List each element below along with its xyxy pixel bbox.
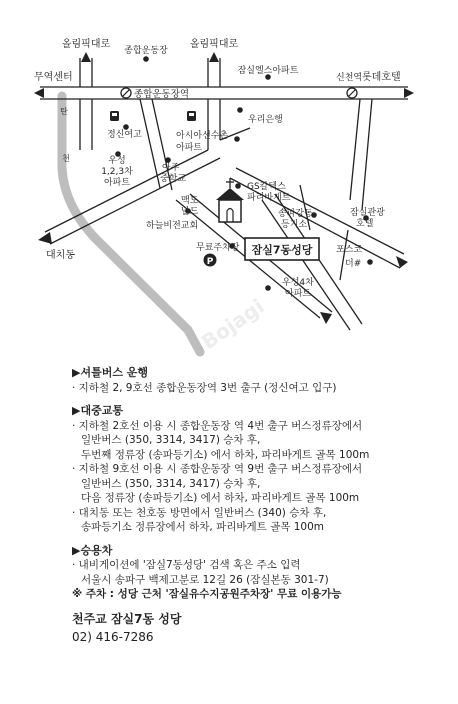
public-line: 일반버스 (350, 3314, 3417) 승차 후, bbox=[81, 477, 261, 490]
public-line: · 지하철 2호선 이용 시 종합운동장 역 4번 출구 버스정류장에서 bbox=[72, 419, 363, 432]
label-jamsil-els: 잠실엘스아파트 bbox=[237, 66, 299, 76]
shuttle-line: · 지하철 2, 9호선 종합운동장역 3번 출구 (정신여고 입구) bbox=[72, 381, 337, 394]
label-posco-2: 더# bbox=[345, 259, 362, 269]
label-gs-1: GS칼텍스 bbox=[247, 182, 286, 192]
public-line: 일반버스 (350, 3314, 3417) 승차 후, bbox=[81, 434, 261, 446]
public-line: · 지하철 9호선 이용 시 종합운동장 역 9번 출구 버스정류장에서 bbox=[72, 463, 363, 475]
label-aju-2: 중학교 bbox=[160, 174, 187, 184]
label-tancheon-2: 천 bbox=[62, 154, 70, 163]
car-title: ▶승용차 bbox=[72, 543, 113, 557]
label-asia-2: 아파트 bbox=[176, 143, 203, 153]
label-ujin-2: 1,2,3차 bbox=[101, 167, 133, 177]
label-woori-bank: 우리은행 bbox=[248, 115, 283, 125]
parking-note: ※ 주차 : 성당 근처 '잠실유수지공원주차장' 무료 이용가능 bbox=[72, 588, 342, 600]
label-jamsil-hall-2: 호텔 bbox=[356, 219, 374, 229]
public-line: 송파등기소 정류장에서 하차, 파리바게트 골목 100m bbox=[81, 521, 325, 533]
church-name: 천주교 잠실7동 성당 bbox=[72, 611, 182, 626]
label-gs-2: 파리바게트 bbox=[247, 193, 291, 203]
olympic-road-left bbox=[80, 58, 92, 150]
label-haneulbit: 하늘비전교회 bbox=[146, 221, 199, 231]
subway-station-icon bbox=[347, 88, 357, 98]
map-labels bbox=[34, 37, 401, 299]
parking-icon bbox=[204, 254, 217, 268]
label-songpa-2: 등기소 bbox=[281, 220, 308, 230]
svg-text:P: P bbox=[206, 257, 214, 267]
label-posco-1: 포스코 bbox=[336, 245, 363, 255]
label-mcd-2: 날드 bbox=[181, 207, 199, 217]
label-jeongsin: 정신여고 bbox=[107, 130, 142, 140]
arrow-up-icon bbox=[81, 52, 91, 62]
label-aju-1: 아주 bbox=[162, 163, 180, 173]
phone-number: 02) 416-7286 bbox=[72, 630, 154, 644]
label-parking: 무료주차장 bbox=[196, 243, 240, 253]
label-olympic-left: 올림픽대로 bbox=[61, 39, 111, 50]
public-line: 다음 정류장 (송파등기소) 에서 하차, 파리바게트 골목 100m bbox=[81, 492, 360, 504]
label-lotte-hotel: 롯데호텔 bbox=[362, 72, 401, 83]
label-stadium-station: 종합운동장역 bbox=[134, 89, 190, 100]
arrow-down-left-icon bbox=[38, 232, 52, 244]
label-daechidong: 대치동 bbox=[46, 250, 75, 261]
label-mcd-1: 맥도 bbox=[181, 196, 199, 206]
label-tancheon-1: 탄 bbox=[60, 107, 68, 116]
bus-stop-icon bbox=[187, 111, 196, 121]
public-title: ▶대중교통 bbox=[72, 404, 123, 417]
label-jamsil-hall-1: 잠실관광 bbox=[350, 208, 385, 218]
label-asia-1: 아시아선수촌 bbox=[176, 131, 229, 141]
label-songpa-1: 송파강동 bbox=[278, 209, 313, 219]
label-olympic-right: 올림픽대로 bbox=[189, 39, 239, 50]
label-ujin4-2: 아파트 bbox=[285, 289, 312, 299]
arrow-right-icon bbox=[404, 88, 414, 98]
bus-stop-icon bbox=[110, 111, 119, 121]
car-line: · 내비게이션에 '잠실7동성당' 검색 혹은 주소 입력 bbox=[72, 559, 301, 571]
label-sincheonyeok: 신천역 bbox=[336, 73, 363, 83]
arrow-left-icon bbox=[34, 88, 44, 98]
arrow-down-icon bbox=[320, 312, 332, 324]
subway-station-icon bbox=[121, 88, 131, 98]
public-line: 두번째 정류장 (송파등기소) 에서 하차, 파리바게트 골목 100m bbox=[81, 448, 370, 461]
arrow-up-icon bbox=[209, 52, 219, 62]
label-church: 잠실7동성당 bbox=[251, 243, 313, 257]
shuttle-title: ▶셔틀버스 운행 bbox=[72, 366, 149, 379]
car-line: 서울시 송파구 백제고분로 12길 26 (잠실본동 301-7) bbox=[81, 573, 329, 586]
label-muyeok-center: 무역센터 bbox=[34, 72, 73, 83]
watermark: Bojagi bbox=[197, 293, 269, 355]
label-ujin4-1: 우성4차 bbox=[282, 278, 314, 288]
directions-panel bbox=[72, 366, 452, 645]
label-stadium: 종합운동장 bbox=[124, 46, 168, 56]
label-ujin-3: 아파트 bbox=[103, 178, 131, 188]
public-line: · 대치동 또는 천호동 방면에서 일반버스 (340) 승차 후, bbox=[72, 506, 327, 519]
label-ujin-1: 우성 bbox=[108, 156, 126, 166]
